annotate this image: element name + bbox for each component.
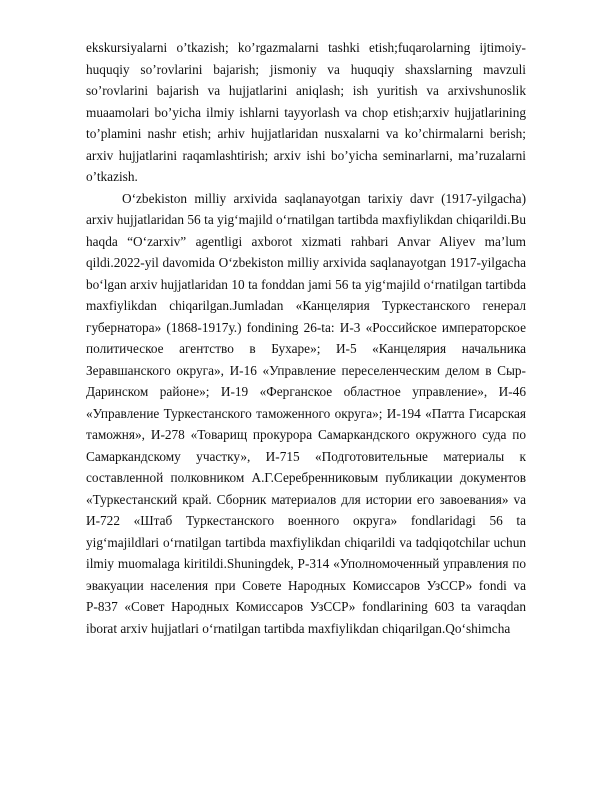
paragraph-archive-services: ekskursiyalarni o’tkazish; ko’rgazmalarni tashki etish;fuqarolarning ijtimoiy-huquqiy so’rovlarini bajarish; jismoniy va huquqiy shaxslarning mavzuli so’rovlarini bajarish va hujjatlarini aniqlash; ish yuritish va arxivshunoslik muaamolari bo’yicha ilmiy ishlarni tayyorlash va chop etish;arxiv hujjatlarining to’plamini nashr etish; arhiv hujjatlaridan nusxalarni va ko’chirmalarni berish; arxiv hujjatlarini raqamlashtirish; arxiv ishi bo’yicha seminarlarni, ma’ruzalarni o’tkazish. [86,40,526,184]
paragraph-declassification: O‘zbekiston milliy arxivida saqlanayotgan tarixiy davr (1917-yilgacha) arxiv hujjatlaridan 56 ta yig‘majild o‘rnatilgan tartibda maxfiylikdan chiqarildi.Bu haqda “O‘zarxiv” agentligi axborot xizmati rahbari Anvar Aliyev ma’lum qildi.2022-yil davomida O‘zbekiston milliy arxivida saqlanayotgan 1917-yilgacha bo‘lgan arxiv hujjatlaridan 10 ta fonddan jami 56 ta yig‘majild o‘rnatilgan tartibda maxfiylikdan chiqarilgan.Jumladan «Канцелярия Туркестанского генерал губернатора» (1868-1917у.) fondining 26-ta: И-3 «Российское императорское политическое агентство в Бухаре»; И-5 «Канцелярия начальника Зеравшанского округа», И-16 «Управление переселенческим делом в Сыр-Даринском районе»; И-19 «Ферганское областное управление», И-46 «Управление Туркестанского таможенного округа»; И-194 «Патта Гисарская таможня», И-278 «Товарищ прокурора Самаркандского окружного суда по Самаркандскому участку», И-715 «Подготовительные материалы к составленной полковником А.Г.Серебренниковым публикации документов «Туркестанский край. Сборник материалов для истории его завоевания» va И-722 «Штаб Туркестанского военного округа» fondlaridagi 56 ta yig‘majildlari o‘rnatilgan tartibda maxfiylikdan chiqarildi va tadqiqotchilar uchun ilmiy muomalaga kiritildi.Shuningdek, Р-314 «Уполномоченный управления по эвакуации населения при Совете Народных Комиссаров УзССР» fondi va Р-837 «Совет Народных Комиссаров УзССР» fondlarining 603 ta varaqdan iborat arxiv hujjatlari o‘rnatilgan tartibda maxfiylikdan chiqarilgan.Qo‘shimcha [86,190,526,636]
body-text [86,37,526,639]
